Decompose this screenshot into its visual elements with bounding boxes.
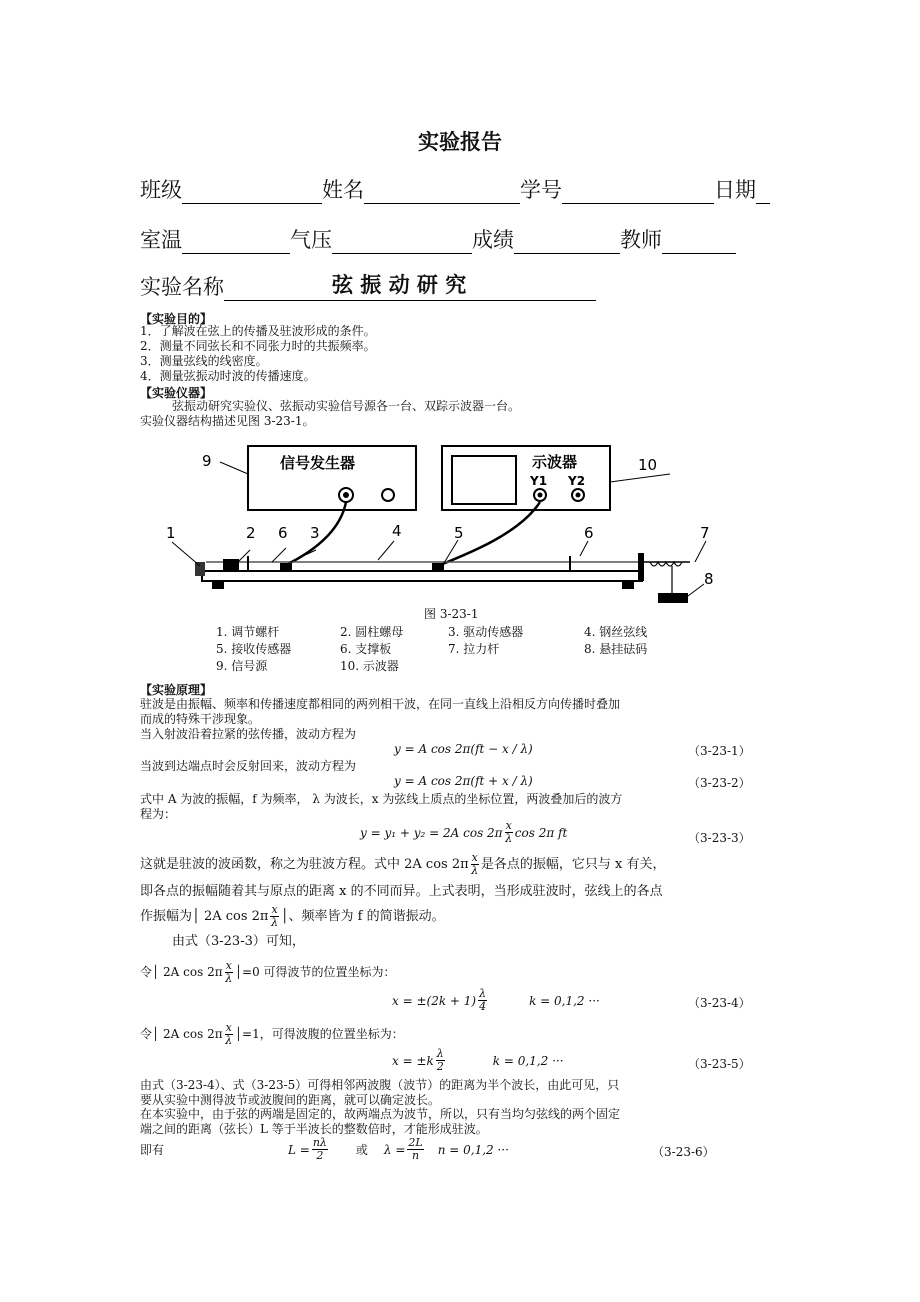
paragraph: 即有 (140, 1143, 165, 1157)
equation-4: x = ±(2k + 1) $\frac{\lambda}{4}$ k = 0,1,2 ··· (392, 987, 600, 1013)
hanging-weight (658, 593, 688, 603)
legend-item: 5. 接收传感器 (216, 642, 292, 656)
y2-label: Y2 (568, 474, 586, 488)
legend-item: 3. 驱动传感器 (448, 625, 524, 639)
student-id-field[interactable] (562, 183, 714, 204)
apparatus-heading: 【实验仪器】 (140, 386, 213, 400)
apparatus-line: 弦振动研究实验仪、弦振动实验信号源各一台、双踪示波器一台。 (172, 399, 521, 413)
equation-3 (360, 820, 567, 845)
legend-item: 4. 钢丝弦线 (584, 625, 648, 639)
callout-number: 2 (246, 524, 256, 542)
paragraph: 程为： (140, 807, 177, 821)
date-label: 日期 (714, 178, 756, 202)
equation-number: （3-23-6） (652, 1145, 715, 1159)
paragraph: 由式（3-23-4）、式（3-23-5）可得相邻两波腹（波节）的距离为半个波长，由此可见，只 (140, 1078, 620, 1092)
legend-item: 6. 支撑板 (340, 642, 392, 656)
principle-heading: 【实验原理】 (140, 683, 213, 697)
room-temp-field[interactable] (182, 233, 290, 254)
paragraph: 式中 A 为波的振幅，f 为频率， λ 为波长，x 为弦线上质点的坐标位置，两波叠加后的波方 (140, 792, 623, 806)
class-field[interactable] (182, 183, 322, 204)
callout-number: 4 (392, 522, 402, 540)
date-field[interactable] (756, 183, 770, 204)
pressure-label: 气压 (290, 228, 332, 252)
page-title: 实验报告 (418, 130, 502, 154)
paragraph: 由式（3-23-3）可知， (172, 934, 305, 949)
paragraph: 而成的特殊干涉现象。 (140, 712, 261, 726)
eq3-right: cos 2π ft (514, 825, 568, 840)
support-plate (248, 556, 262, 571)
name-label: 姓名 (322, 178, 364, 202)
paragraph: 端之间的距离（弦长）L 等于半波长的整数倍时，才能形成驻波。 (140, 1122, 488, 1136)
knob-icon (382, 489, 394, 501)
teacher-field[interactable] (662, 233, 736, 254)
support-plate (570, 556, 584, 571)
base-rail (202, 571, 642, 581)
legend-item: 2. 圆柱螺母 (340, 625, 404, 639)
legend-item: 10. 示波器 (340, 659, 399, 673)
class-label: 班级 (140, 178, 182, 202)
equation-6: L = $\frac{n\lambda}{2}$ 或 λ = $\frac{2L}{n}$ n = 0,1,2 ··· (288, 1136, 509, 1162)
paragraph: 要从实验中测得波节或波腹间的距离，就可以确定波长。 (140, 1093, 441, 1107)
oscilloscope-screen (452, 456, 516, 504)
equation-5: x = ±k $\frac{\lambda}{2}$ k = 0,1,2 ··· (392, 1047, 564, 1073)
legend-item: 8. 悬挂砝码 (584, 642, 648, 656)
exp-name-label: 实验名称 (140, 275, 224, 299)
equation-number: （3-23-3） (688, 831, 751, 845)
tension-bar-mount (638, 553, 644, 581)
paragraph: 当入射波沿着拉紧的弦传播，波动方程为 (140, 727, 357, 741)
paragraph: 即各点的振幅随着其与原点的距离 x 的不同而异。上式表明，当形成驻波时，弦线上的各点 (140, 884, 663, 899)
exp-name-field[interactable] (224, 273, 596, 301)
paragraph: 当波到达端点时会反射回来，波动方程为 (140, 759, 357, 773)
student-id-label: 学号 (520, 178, 562, 202)
score-label: 成绩 (472, 228, 514, 252)
purpose-item: 2．测量不同弦长和不同张力时的共振频率。 (140, 339, 376, 353)
info-line-1 (140, 174, 770, 204)
legend-item: 9. 信号源 (216, 659, 268, 673)
pressure-field[interactable] (332, 233, 472, 254)
purpose-heading: 【实验目的】 (140, 312, 213, 326)
purpose-item: 1．了解波在弦上的传播及驻波形成的条件。 (140, 324, 376, 338)
info-line-2 (140, 224, 736, 254)
callout-number: 9 (202, 452, 212, 470)
equation-1: y = A cos 2π(ft − x / λ) (394, 742, 533, 756)
paragraph: 在本实验中，由于弦的两端是固定的，故两端点为波节，所以，只有当均匀弦线的两个固定 (140, 1107, 621, 1121)
receive-sensor (432, 563, 444, 571)
paragraph: 这就是驻波的波函数，称之为驻波方程。式中 2A cos 2π $\frac{x}{\lambda}$ 是各点的振幅，它只与 x 有关， (140, 851, 666, 877)
equation-number: （3-23-2） (688, 776, 751, 790)
room-temp-label: 室温 (140, 228, 182, 252)
purpose-item: 4．测量弦振动时波的传播速度。 (140, 369, 316, 383)
teacher-label: 教师 (620, 228, 662, 252)
callout-number: 6 (278, 524, 288, 542)
y1-label: Y1 (530, 474, 548, 488)
exp-name-value: 弦 振 动 研 究 (332, 273, 467, 297)
callout-number: 3 (310, 524, 320, 542)
apparatus-diagram (150, 438, 730, 608)
equation-2: y = A cos 2π(ft + x / λ) (394, 774, 533, 788)
paragraph: 令│ 2A cos 2π $\frac{x}{\lambda}$ │=0 可得波节的位置坐标为： (140, 959, 396, 985)
callout-number: 10 (638, 456, 658, 474)
apparatus-line: 实验仪器结构描述见图 3-23-1。 (140, 414, 315, 428)
callout-number: 8 (704, 570, 714, 588)
equation-number: （3-23-5） (688, 1057, 751, 1071)
nut (223, 559, 239, 571)
info-line-3 (140, 271, 596, 301)
fraction: $\frac{x}{\lambda}$ (505, 819, 513, 845)
oscilloscope-label: 示波器 (532, 453, 578, 471)
eq3-left: y = y₁ + y₂ = 2A cos 2π (360, 825, 503, 840)
purpose-item: 3．测量弦线的线密度。 (140, 354, 268, 368)
equation-number: （3-23-1） (688, 744, 751, 758)
legend-item: 7. 拉力杆 (448, 642, 500, 656)
equation-number: （3-23-4） (688, 996, 751, 1010)
adjust-screw (195, 562, 205, 576)
callout-number: 6 (584, 524, 594, 542)
callout-number: 1 (166, 524, 176, 542)
score-field[interactable] (514, 233, 620, 254)
drive-sensor (280, 563, 292, 571)
callout-number: 7 (700, 524, 710, 542)
paragraph: 驻波是由振幅、频率和传播速度都相同的两列相干波，在同一直线上沿相反方向传播时叠加 (140, 697, 621, 711)
name-field[interactable] (364, 183, 520, 204)
signal-generator-label: 信号发生器 (280, 454, 356, 472)
legend-item: 1. 调节螺杆 (216, 625, 280, 639)
paragraph: 令│ 2A cos 2π $\frac{x}{\lambda}$ │=1，可得波腹的位置坐标为： (140, 1021, 404, 1047)
figure-caption: 图 3-23-1 (424, 607, 479, 621)
callout-number: 5 (454, 524, 464, 542)
paragraph: 作振幅为│ 2A cos 2π $\frac{x}{\lambda}$ │、频率皆为 f 的简谐振动。 (140, 903, 445, 929)
